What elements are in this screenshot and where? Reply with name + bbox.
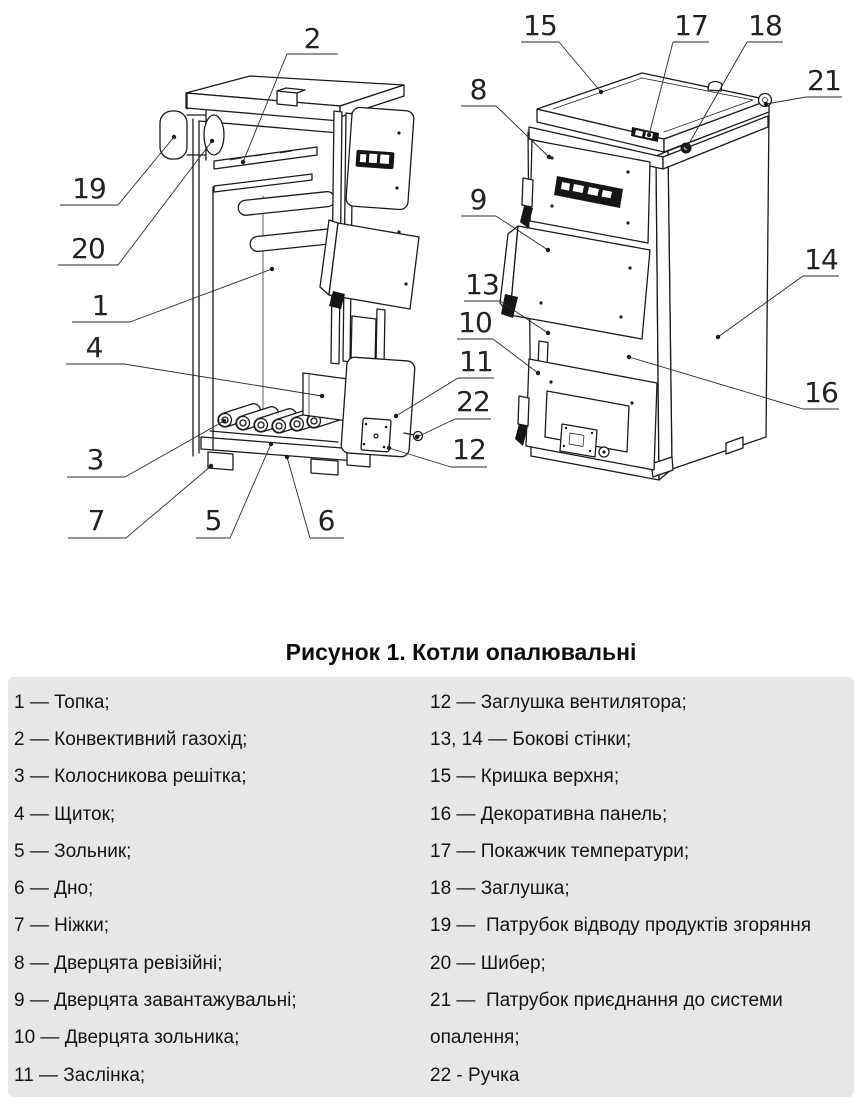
legend-item: 22 - Ручка [430, 1064, 520, 1086]
svg-text:22: 22 [456, 385, 490, 418]
svg-text:1: 1 [91, 289, 109, 322]
legend-item: 17 — Покажчик температури; [430, 840, 690, 862]
callout-1 [72, 267, 274, 322]
shield-plate [303, 373, 348, 421]
legend-item: 6 — Дно; [14, 878, 94, 900]
boiler-exterior-figure [500, 73, 772, 480]
svg-text:16: 16 [804, 376, 838, 409]
leg [311, 459, 338, 475]
side-wall [668, 111, 769, 469]
middle-door-open [320, 220, 419, 309]
legend-item: 18 — Заглушка; [430, 878, 570, 900]
legend-item: 13, 14 — Бокові стінки; [430, 728, 632, 750]
svg-text:5: 5 [204, 504, 222, 537]
figure-title: Рисунок 1. Котли опалювальні [285, 639, 637, 665]
shiber-disc [204, 115, 224, 155]
fan-housing [351, 316, 376, 363]
callout-22 [415, 385, 491, 439]
svg-text:17: 17 [674, 9, 708, 42]
legend-left-column [14, 684, 424, 1094]
legend-item: 16 — Декоративна панель; [430, 803, 668, 825]
svg-text:11: 11 [459, 345, 493, 378]
legend-item: 8 — Дверцята ревізійні; [14, 952, 223, 974]
legend-item: 15 — Кришка верхня; [430, 766, 620, 788]
svg-text:9: 9 [469, 183, 487, 216]
legend-item: 20 — Шибер; [430, 952, 546, 974]
svg-text:19: 19 [72, 172, 106, 205]
svg-text:3: 3 [86, 443, 104, 476]
legend-right-column [430, 684, 850, 1094]
svg-text:15: 15 [523, 9, 557, 42]
hinge-strut [376, 309, 385, 365]
svg-text:10: 10 [458, 306, 492, 339]
legend-item: 9 — Дверцята завантажувальні; [14, 990, 297, 1012]
legend-item: 7 — Ніжки; [14, 915, 109, 937]
legend-item: 4 — Щиток; [14, 803, 116, 825]
svg-text:2: 2 [303, 22, 321, 55]
svg-text:13: 13 [465, 268, 499, 301]
legend-item: 2 — Конвективний газохід; [14, 728, 248, 750]
svg-text:20: 20 [71, 232, 105, 265]
legend-item: опалення; [430, 1027, 520, 1049]
svg-text:18: 18 [748, 9, 782, 42]
callout-21 [764, 64, 842, 106]
callout-15 [521, 9, 603, 94]
svg-text:12: 12 [452, 433, 486, 466]
legend-item: 3 — Колосникова решітка; [14, 766, 247, 788]
legend-item: 12 — Заглушка вентилятора; [430, 691, 687, 713]
grate-shelf [210, 431, 338, 442]
legend-item: 21 — Патрубок приєднання до системи [430, 990, 783, 1012]
callout-3 [67, 419, 226, 477]
svg-text:21: 21 [807, 64, 841, 97]
legend-item: 19 — Патрубок відводу продуктів згоряння [430, 915, 812, 937]
svg-text:8: 8 [469, 73, 487, 106]
legend-item: 5 — Зольник; [14, 840, 132, 862]
legend-item: 1 — Топка; [14, 691, 110, 713]
svg-text:4: 4 [85, 331, 103, 364]
legend-item: 10 — Дверцята зольника; [14, 1027, 240, 1049]
callout-19 [60, 135, 176, 205]
callout-4 [66, 331, 324, 398]
flue-pipe [160, 111, 224, 160]
upper-door-open [346, 107, 415, 210]
svg-text:6: 6 [317, 504, 335, 537]
svg-text:7: 7 [87, 504, 105, 537]
legend-item: 11 — Заслінка; [14, 1064, 146, 1086]
svg-text:14: 14 [804, 243, 838, 276]
parts-legend [8, 677, 854, 1097]
boiler-cutaway-figure [160, 76, 423, 475]
